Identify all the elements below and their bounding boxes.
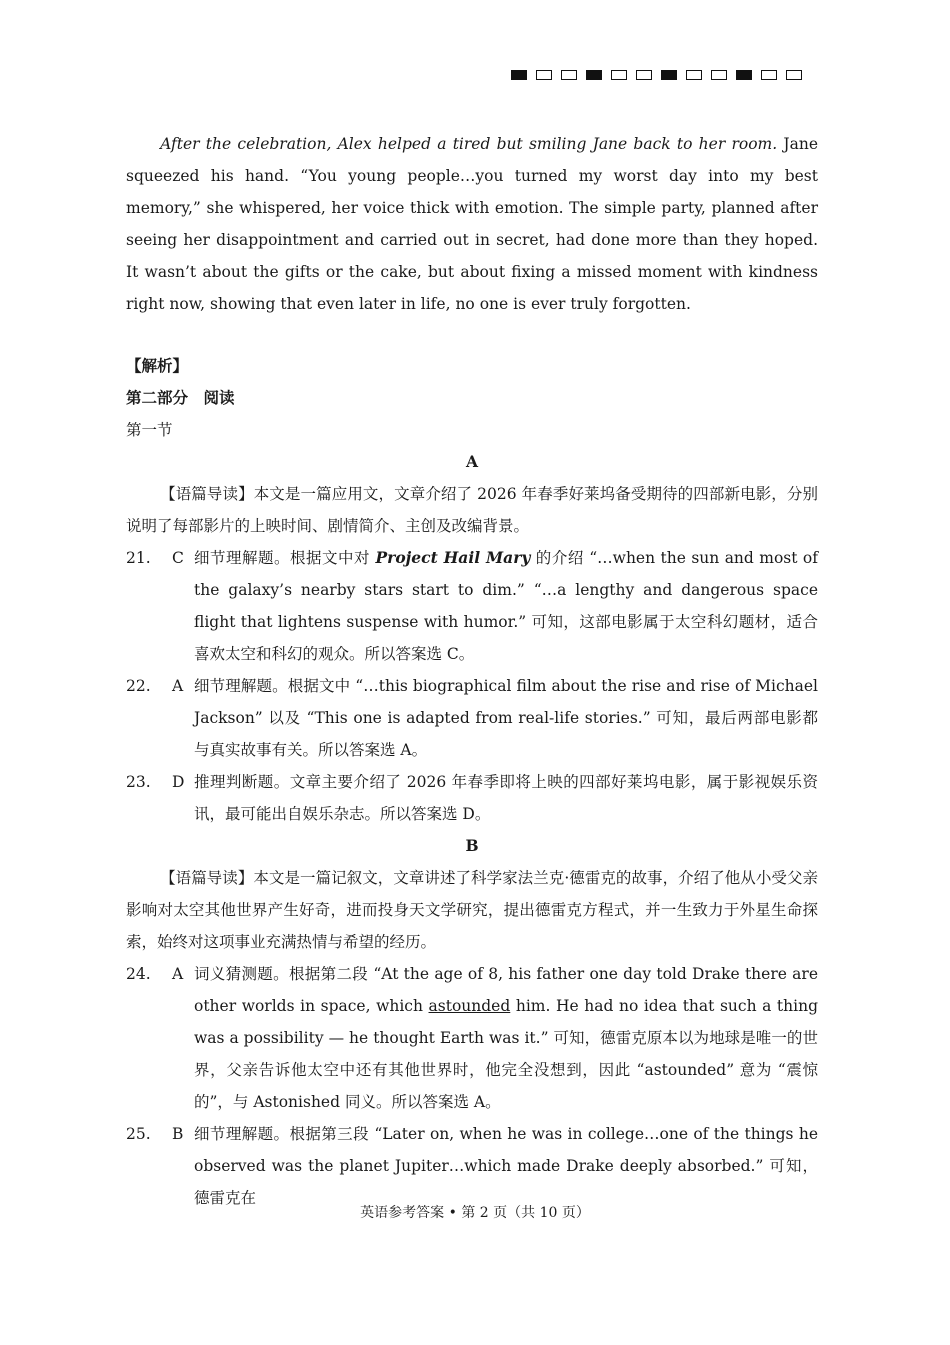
question-number: 22. <box>126 677 151 695</box>
registration-mark <box>711 70 727 80</box>
explanation-text: 细节理解题。根据文中对 <box>194 549 376 567</box>
registration-mark <box>686 70 702 80</box>
registration-mark <box>511 70 527 80</box>
registration-mark <box>611 70 627 80</box>
question-number: 21. <box>126 549 151 567</box>
explanation-text: 的介绍 “…when the sun and most of the galaxy’s nearby stars start to dim.” “…a lengthy and dangerous space flight that lightens suspense with humor.” 可知，这部电影属于太空科幻题材，适合喜欢太空和科幻的观众。所以答案选 C。 <box>194 549 818 663</box>
question-explanation <box>194 542 818 670</box>
question-24 <box>126 958 818 1118</box>
answer-letter: D <box>172 773 185 791</box>
answer-letter: C <box>172 549 184 567</box>
question-explanation <box>194 958 818 1118</box>
analysis-heading: 【解析】 <box>126 356 189 375</box>
answer-letter: A <box>172 677 184 695</box>
registration-mark <box>586 70 602 80</box>
explanation-text: 词义猜测题。根据第二段 “At the age of 8, his father one day told Drake there are other worlds in space, which <box>194 965 818 1015</box>
question-22 <box>126 670 818 766</box>
registration-mark <box>786 70 802 80</box>
registration-mark <box>736 70 752 80</box>
passage-lead-sentence: After the celebration, Alex helped a tired but smiling Jane back to her room. <box>160 135 778 153</box>
question-explanation: 细节理解题。根据第三段 “Later on, when he was in college…one of the things he observed was the planet Jupiter…which made Drake deeply absorbed.” 可知，德雷克在 <box>194 1125 818 1207</box>
page-content <box>126 128 818 1214</box>
registration-mark <box>561 70 577 80</box>
question-21 <box>126 542 818 670</box>
page-footer: 英语参考答案 • 第 2 页（共 10 页） <box>360 1205 590 1221</box>
writing-passage <box>126 128 818 320</box>
question-explanation: 细节理解题。根据文中 “…this biographical film about the rise and rise of Michael Jackson” 以及 “This one is adapted from real-life stories.” 可知，最后两部电影都与真实故事有关。所以答案选 A。 <box>194 677 818 759</box>
question-23 <box>126 766 818 830</box>
section-heading: 第一节 <box>126 421 173 439</box>
question-25 <box>126 1118 818 1214</box>
registration-mark <box>661 70 677 80</box>
part-heading: 第二部分 阅读 <box>126 388 235 407</box>
question-explanation: 推理判断题。文章主要介绍了 2026 年春季即将上映的四部好莱坞电影，属于影视娱乐资讯，最可能出自娱乐杂志。所以答案选 D。 <box>194 773 818 823</box>
passage-b-intro: 【语篇导读】本文是一篇记叙文，文章讲述了科学家法兰克·德雷克的故事，介绍了他从小受父亲影响对太空其他世界产生好奇，进而投身天文学研究，提出德雷克方程式，并一生致力于外星生命探索，始终对这项事业充满热情与希望的经历。 <box>126 869 818 951</box>
underlined-word: astounded <box>428 997 511 1015</box>
question-number: 25. <box>126 1125 151 1143</box>
explanation-text: him. He had no idea that such a thing was a possibility — he thought Earth was it.” 可知，德雷克原本以为地球是唯一的世界，父亲告诉他太空中还有其他世界时，他完全没想到，因此 “astounded” 意为 “震惊的”，与 Astonished 同义。所以答案选 A。 <box>194 997 819 1111</box>
answer-letter: B <box>172 1125 184 1143</box>
registration-mark <box>536 70 552 80</box>
answer-letter: A <box>172 965 184 983</box>
passage-text: Jane squeezed his hand. “You young people…you turned my worst day into my best memory,” she whispered, her voice thick with emotion. The simple party, planned after seeing her disappointment and carried out in secret, had done more than they hoped. It wasn’t about the gifts or the cake, but about fixing a missed moment with kindness right now, showing that even later in life, no one is ever truly forgotten. <box>126 135 818 313</box>
film-title: Project Hail Mary <box>375 548 531 567</box>
passage-a-label: A <box>465 452 479 471</box>
registration-mark <box>761 70 777 80</box>
question-number: 23. <box>126 773 151 791</box>
registration-marks <box>511 70 802 80</box>
passage-b-label: B <box>465 836 479 855</box>
registration-mark <box>636 70 652 80</box>
question-number: 24. <box>126 965 151 983</box>
passage-a-intro: 【语篇导读】本文是一篇应用文，文章介绍了 2026 年春季好莱坞备受期待的四部新电影，分别说明了每部影片的上映时间、剧情简介、主创及改编背景。 <box>126 485 818 535</box>
